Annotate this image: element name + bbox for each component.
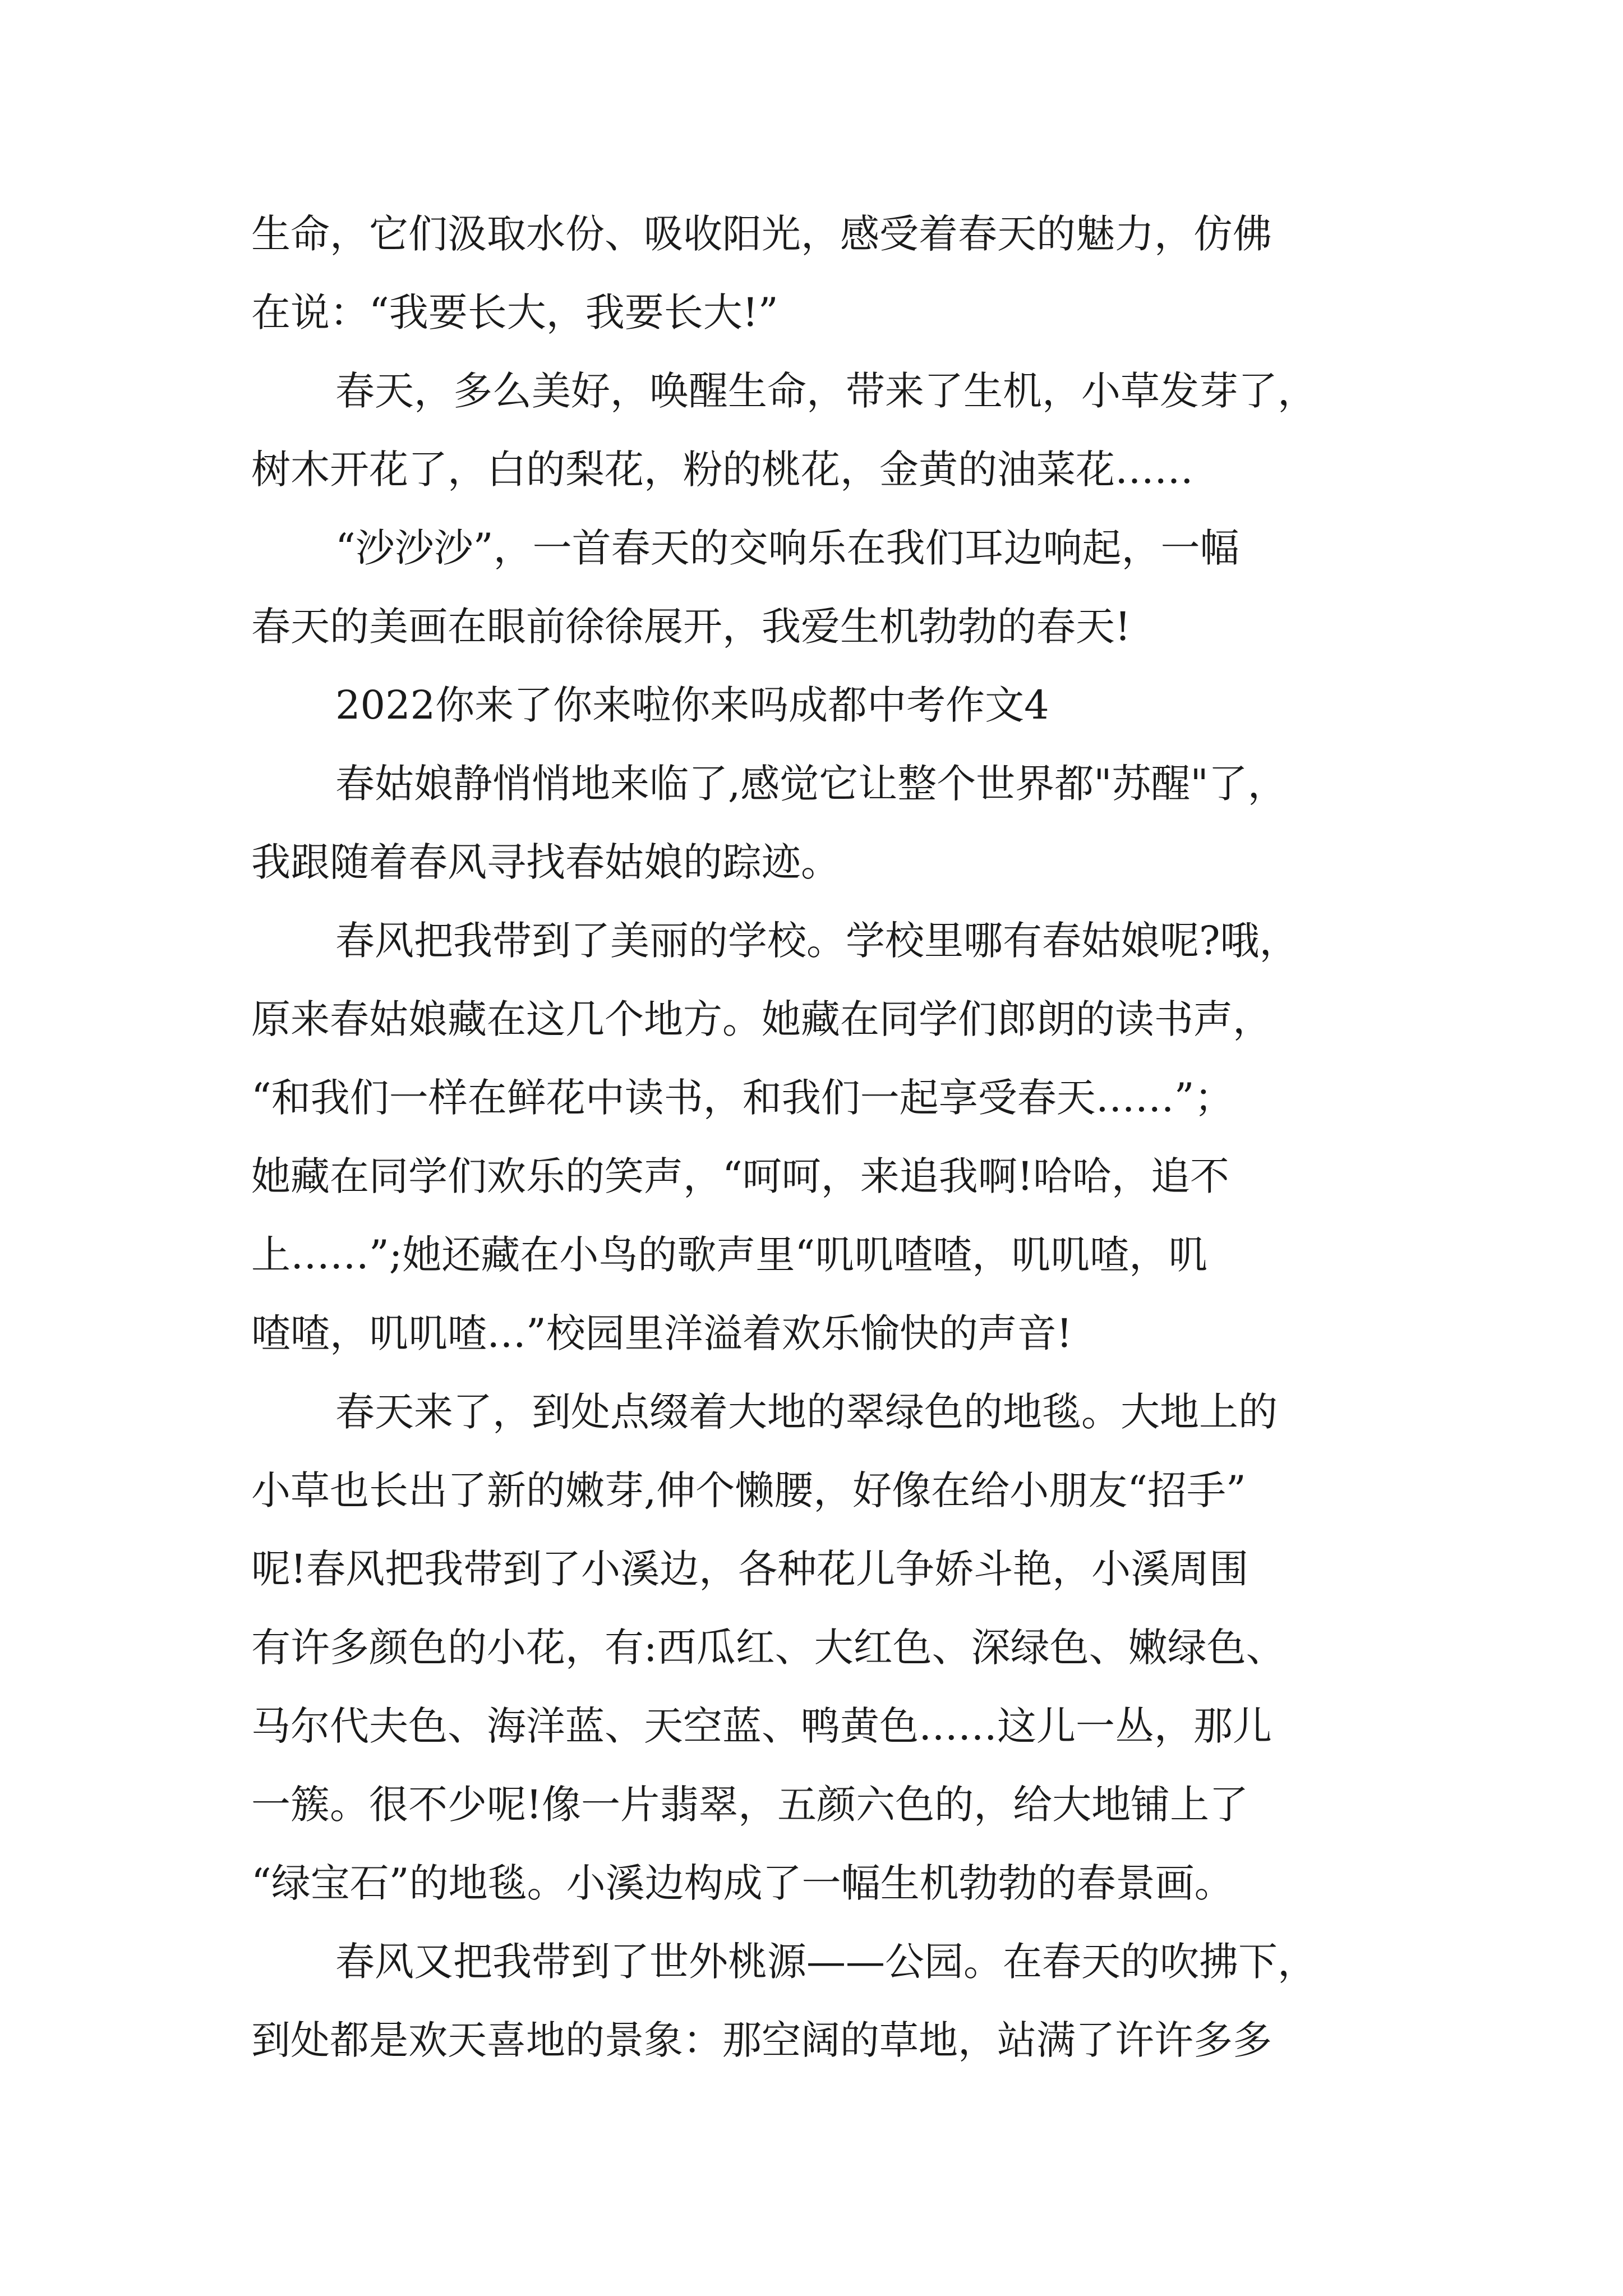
- paragraph-start-line: 春天来了，到处点缀着大地的翠绿色的地毯。大地上的: [335, 1389, 1278, 1435]
- text-line: 一簇。很不少呢!像一片翡翠，五颜六色的，给大地铺上了: [251, 1782, 1249, 1828]
- text-line: 上……”;她还藏在小鸟的歌声里“叽叽喳喳，叽叽喳，叽: [251, 1232, 1208, 1278]
- text-line: 树木开花了，白的梨花，粉的桃花，金黄的油菜花……: [251, 447, 1193, 493]
- text-line: 春天的美画在眼前徐徐展开，我爱生机勃勃的春天!: [251, 604, 1131, 650]
- text-line: 我跟随着春风寻找春姑娘的踪迹。: [251, 839, 840, 885]
- paragraph-start-line: 春风把我带到了美丽的学校。学校里哪有春姑娘呢?哦，: [335, 918, 1299, 964]
- paragraph-start-line: 春姑娘静悄悄地来临了,感觉它让整个世界都"苏醒"了，: [335, 761, 1287, 807]
- text-line: 在说：“我要长大，我要长大!”: [251, 289, 778, 335]
- text-line: 她藏在同学们欢乐的笑声，“呵呵，来追我啊!哈哈，追不: [251, 1153, 1229, 1199]
- section-heading: 2022你来了你来啦你来吗成都中考作文4: [335, 682, 1049, 728]
- text-line: 有许多颜色的小花，有:西瓜红、大红色、深绿色、嫩绿色、: [251, 1625, 1285, 1671]
- text-line: 生命，它们汲取水份、吸收阳光，感受着春天的魅力，仿佛: [251, 211, 1272, 257]
- text-line: 原来春姑娘藏在这几个地方。她藏在同学们郎朗的读书声，: [251, 996, 1272, 1042]
- text-line: 小草也长出了新的嫩芽,伸个懒腰，好像在给小朋友“招手”: [251, 1467, 1246, 1513]
- text-line: 马尔代夫色、海洋蓝、天空蓝、鸭黄色……这儿一丛，那儿: [251, 1703, 1272, 1749]
- paragraph-start-line: 春天，多么美好，唤醒生命，带来了生机，小草发芽了，: [335, 368, 1317, 414]
- text-line: 到处都是欢天喜地的景象：那空阔的草地，站满了许许多多: [251, 2017, 1272, 2063]
- paragraph-start-line: 春风又把我带到了世外桃源——公园。在春天的吹拂下，: [335, 1939, 1317, 1985]
- text-line: 喳喳，叽叽喳…”校园里洋溢着欢乐愉快的声音!: [251, 1310, 1072, 1356]
- text-line: “和我们一样在鲜花中读书，和我们一起享受春天……”；: [251, 1075, 1234, 1121]
- text-line: “绿宝石”的地毯。小溪边构成了一幅生机勃勃的春景画。: [251, 1860, 1234, 1906]
- text-line: 呢!春风把我带到了小溪边，各种花儿争娇斗艳，小溪周围: [251, 1546, 1249, 1592]
- paragraph-start-line: “沙沙沙”，一首春天的交响乐在我们耳边响起，一幅: [335, 525, 1239, 571]
